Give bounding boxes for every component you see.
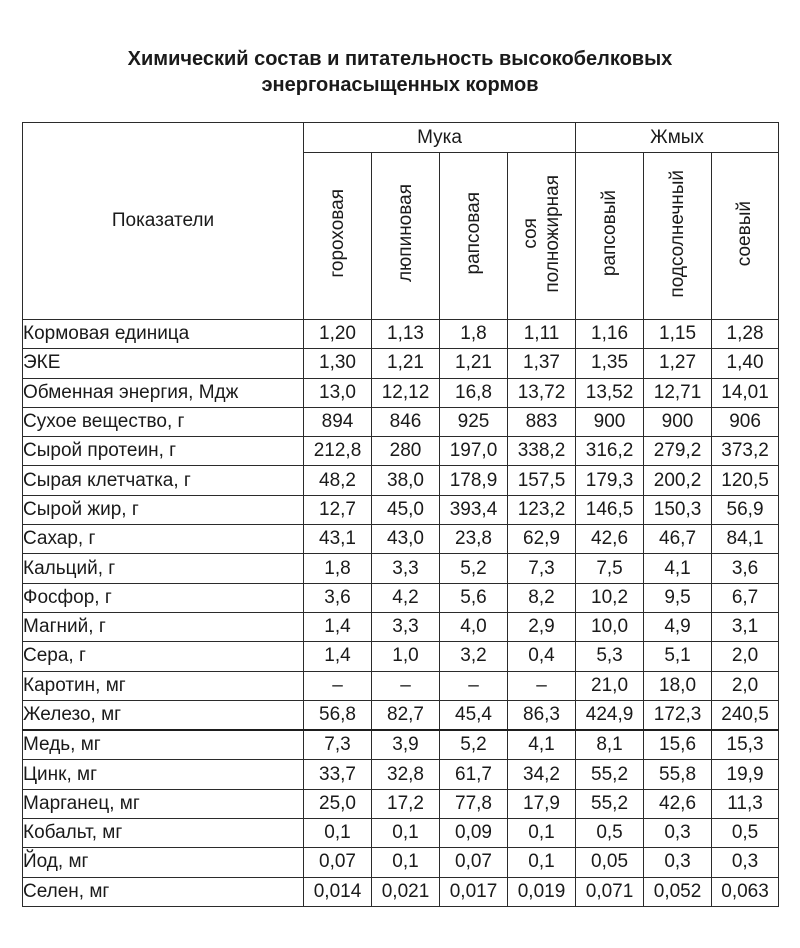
- table-cell: 21,0: [576, 671, 644, 700]
- table-cell: 0,071: [576, 877, 644, 906]
- table-row: [23, 671, 779, 700]
- title-line-2: энергонасыщенных кормов: [261, 74, 539, 96]
- table-cell: 45,4: [440, 700, 508, 730]
- table-row: [23, 437, 779, 466]
- row-label: Обменная энергия, Мдж: [23, 378, 304, 407]
- table-cell: 46,7: [644, 525, 712, 554]
- column-header-label: рапсовая: [462, 192, 484, 275]
- table-cell: 0,1: [304, 819, 372, 848]
- table-cell: 18,0: [644, 671, 712, 700]
- table-cell: 1,16: [576, 320, 644, 349]
- row-label: Сухое вещество, г: [23, 407, 304, 436]
- table-cell: 38,0: [372, 466, 440, 495]
- table-cell: 12,7: [304, 495, 372, 524]
- table-cell: 33,7: [304, 760, 372, 789]
- table-cell: 48,2: [304, 466, 372, 495]
- row-header: Показатели: [23, 123, 304, 320]
- table-cell: 3,2: [440, 642, 508, 671]
- table-row: [23, 819, 779, 848]
- table-cell: 0,5: [576, 819, 644, 848]
- table-cell: 1,21: [440, 349, 508, 378]
- row-label: Селен, мг: [23, 877, 304, 906]
- group-header-zhmykh: Жмых: [576, 123, 779, 153]
- table-cell: 55,2: [576, 789, 644, 818]
- table-cell: 3,1: [712, 612, 779, 641]
- table-cell: 1,4: [304, 612, 372, 641]
- table-cell: 2,0: [712, 671, 779, 700]
- table-cell: 240,5: [712, 700, 779, 730]
- column-header-label: соя полножирная: [519, 174, 563, 293]
- table-cell: 7,5: [576, 554, 644, 583]
- column-header-label: рапсовый: [598, 190, 620, 277]
- table-row: [23, 877, 779, 906]
- table-cell: 12,71: [644, 378, 712, 407]
- table-cell: 157,5: [508, 466, 576, 495]
- row-label: Сырой протеин, г: [23, 437, 304, 466]
- table-cell: 1,13: [372, 320, 440, 349]
- table-cell: 55,2: [576, 760, 644, 789]
- table-row: [23, 583, 779, 612]
- table-row: [23, 320, 779, 349]
- table-cell: 43,1: [304, 525, 372, 554]
- table-cell: 0,3: [644, 848, 712, 877]
- table-cell: 0,1: [508, 819, 576, 848]
- table-cell: –: [440, 671, 508, 700]
- table-cell: –: [372, 671, 440, 700]
- row-label: Сера, г: [23, 642, 304, 671]
- table-cell: 200,2: [644, 466, 712, 495]
- table-cell: 9,5: [644, 583, 712, 612]
- table-cell: 43,0: [372, 525, 440, 554]
- table-cell: 906: [712, 407, 779, 436]
- table-cell: 1,15: [644, 320, 712, 349]
- table-cell: 86,3: [508, 700, 576, 730]
- row-label: ЭКЕ: [23, 349, 304, 378]
- table-cell: 56,8: [304, 700, 372, 730]
- table-cell: 25,0: [304, 789, 372, 818]
- table-cell: 894: [304, 407, 372, 436]
- table-cell: 42,6: [644, 789, 712, 818]
- table-cell: 15,3: [712, 730, 779, 760]
- table-cell: 5,6: [440, 583, 508, 612]
- table-row: [23, 554, 779, 583]
- table-cell: 0,09: [440, 819, 508, 848]
- table-cell: –: [304, 671, 372, 700]
- table-cell: 1,27: [644, 349, 712, 378]
- table-cell: 0,1: [372, 819, 440, 848]
- table-cell: 123,2: [508, 495, 576, 524]
- row-label: Сырой жир, г: [23, 495, 304, 524]
- table-cell: 2,0: [712, 642, 779, 671]
- row-label: Каротин, мг: [23, 671, 304, 700]
- table-cell: 0,07: [440, 848, 508, 877]
- table-cell: 1,37: [508, 349, 576, 378]
- table-cell: 0,1: [508, 848, 576, 877]
- row-label: Железо, мг: [23, 700, 304, 730]
- column-header: [440, 153, 508, 320]
- table-cell: 0,3: [644, 819, 712, 848]
- table-row: [23, 349, 779, 378]
- table-cell: 1,30: [304, 349, 372, 378]
- table-cell: 8,1: [576, 730, 644, 760]
- table-cell: 120,5: [712, 466, 779, 495]
- table-row: [23, 642, 779, 671]
- table-cell: 280: [372, 437, 440, 466]
- table-cell: 42,6: [576, 525, 644, 554]
- table-cell: 393,4: [440, 495, 508, 524]
- table-row: [23, 730, 779, 760]
- table-cell: 900: [576, 407, 644, 436]
- table-cell: 62,9: [508, 525, 576, 554]
- column-header-label: гороховая: [326, 189, 348, 278]
- table-cell: 1,4: [304, 642, 372, 671]
- row-label: Цинк, мг: [23, 760, 304, 789]
- table-cell: 10,2: [576, 583, 644, 612]
- table-cell: 197,0: [440, 437, 508, 466]
- table-row: [23, 378, 779, 407]
- column-header-label: люпиновая: [394, 184, 416, 283]
- table-cell: 150,3: [644, 495, 712, 524]
- table-cell: 55,8: [644, 760, 712, 789]
- table-row: [23, 407, 779, 436]
- table-cell: 179,3: [576, 466, 644, 495]
- table-body: [23, 320, 779, 907]
- row-label: Кальций, г: [23, 554, 304, 583]
- table-cell: 883: [508, 407, 576, 436]
- table-cell: 16,8: [440, 378, 508, 407]
- table-cell: 1,28: [712, 320, 779, 349]
- table-cell: 14,01: [712, 378, 779, 407]
- table-cell: 212,8: [304, 437, 372, 466]
- row-label: Сахар, г: [23, 525, 304, 554]
- column-header: [304, 153, 372, 320]
- row-label: Кормовая единица: [23, 320, 304, 349]
- table-cell: 23,8: [440, 525, 508, 554]
- table-cell: –: [508, 671, 576, 700]
- table-cell: 1,8: [440, 320, 508, 349]
- column-header-label: подсолнечный: [666, 169, 688, 298]
- table-row: [23, 789, 779, 818]
- group-header-muka: Мука: [304, 123, 576, 153]
- table-cell: 1,35: [576, 349, 644, 378]
- table-cell: 846: [372, 407, 440, 436]
- table-cell: 4,0: [440, 612, 508, 641]
- table-cell: 61,7: [440, 760, 508, 789]
- table-cell: 11,3: [712, 789, 779, 818]
- column-header-label: соевый: [734, 200, 756, 267]
- table-cell: 32,8: [372, 760, 440, 789]
- table-cell: 17,2: [372, 789, 440, 818]
- table-cell: 0,021: [372, 877, 440, 906]
- table-cell: 5,2: [440, 554, 508, 583]
- table-cell: 1,20: [304, 320, 372, 349]
- column-header: [712, 153, 779, 320]
- table-cell: 1,11: [508, 320, 576, 349]
- table-cell: 0,5: [712, 819, 779, 848]
- table-cell: 3,9: [372, 730, 440, 760]
- table-cell: 6,7: [712, 583, 779, 612]
- table-row: [23, 612, 779, 641]
- row-label: Фосфор, г: [23, 583, 304, 612]
- table-cell: 0,4: [508, 642, 576, 671]
- table-cell: 77,8: [440, 789, 508, 818]
- table-cell: 3,3: [372, 554, 440, 583]
- table-cell: 3,3: [372, 612, 440, 641]
- table-cell: 1,0: [372, 642, 440, 671]
- table-row: [23, 848, 779, 877]
- column-header: [576, 153, 644, 320]
- table-cell: 19,9: [712, 760, 779, 789]
- title-line-1: Химический состав и питательность высокобелковых: [127, 48, 673, 70]
- table-cell: 4,2: [372, 583, 440, 612]
- table-row: [23, 495, 779, 524]
- row-label: Марганец, мг: [23, 789, 304, 818]
- table-cell: 34,2: [508, 760, 576, 789]
- table-cell: 3,6: [304, 583, 372, 612]
- table-cell: 4,9: [644, 612, 712, 641]
- table-cell: 5,3: [576, 642, 644, 671]
- table-cell: 373,2: [712, 437, 779, 466]
- table-cell: 1,40: [712, 349, 779, 378]
- row-label: Медь, мг: [23, 730, 304, 760]
- table-cell: 0,014: [304, 877, 372, 906]
- table-cell: 13,0: [304, 378, 372, 407]
- table-cell: 5,2: [440, 730, 508, 760]
- table-cell: 8,2: [508, 583, 576, 612]
- table-cell: 2,9: [508, 612, 576, 641]
- table-cell: 279,2: [644, 437, 712, 466]
- table-cell: 0,019: [508, 877, 576, 906]
- table-cell: 15,6: [644, 730, 712, 760]
- table-cell: 1,8: [304, 554, 372, 583]
- table-cell: 13,72: [508, 378, 576, 407]
- table-cell: 0,063: [712, 877, 779, 906]
- column-header: [644, 153, 712, 320]
- row-label: Кобальт, мг: [23, 819, 304, 848]
- composition-table: [22, 122, 779, 907]
- table-row: [23, 700, 779, 730]
- table-cell: 13,52: [576, 378, 644, 407]
- row-label: Сырая клетчатка, г: [23, 466, 304, 495]
- table-cell: 925: [440, 407, 508, 436]
- column-header: [372, 153, 440, 320]
- table-cell: 7,3: [508, 554, 576, 583]
- table-cell: 1,21: [372, 349, 440, 378]
- table-cell: 3,6: [712, 554, 779, 583]
- document-title: [0, 46, 800, 98]
- table-cell: 45,0: [372, 495, 440, 524]
- table-cell: 424,9: [576, 700, 644, 730]
- table-cell: 84,1: [712, 525, 779, 554]
- table-row: [23, 760, 779, 789]
- table-cell: 0,05: [576, 848, 644, 877]
- table-cell: 146,5: [576, 495, 644, 524]
- table-cell: 17,9: [508, 789, 576, 818]
- table-cell: 7,3: [304, 730, 372, 760]
- table-cell: 178,9: [440, 466, 508, 495]
- row-label: Йод, мг: [23, 848, 304, 877]
- table-cell: 0,1: [372, 848, 440, 877]
- table-row: [23, 466, 779, 495]
- table-cell: 82,7: [372, 700, 440, 730]
- table-cell: 56,9: [712, 495, 779, 524]
- table-cell: 900: [644, 407, 712, 436]
- row-label: Магний, г: [23, 612, 304, 641]
- table-cell: 5,1: [644, 642, 712, 671]
- table-cell: 0,07: [304, 848, 372, 877]
- table-cell: 0,3: [712, 848, 779, 877]
- table-cell: 338,2: [508, 437, 576, 466]
- table-cell: 316,2: [576, 437, 644, 466]
- table-row: [23, 525, 779, 554]
- table-cell: 0,017: [440, 877, 508, 906]
- table-cell: 10,0: [576, 612, 644, 641]
- table-cell: 4,1: [644, 554, 712, 583]
- table-cell: 0,052: [644, 877, 712, 906]
- table-cell: 172,3: [644, 700, 712, 730]
- table-cell: 4,1: [508, 730, 576, 760]
- column-header: [508, 153, 576, 320]
- table-cell: 12,12: [372, 378, 440, 407]
